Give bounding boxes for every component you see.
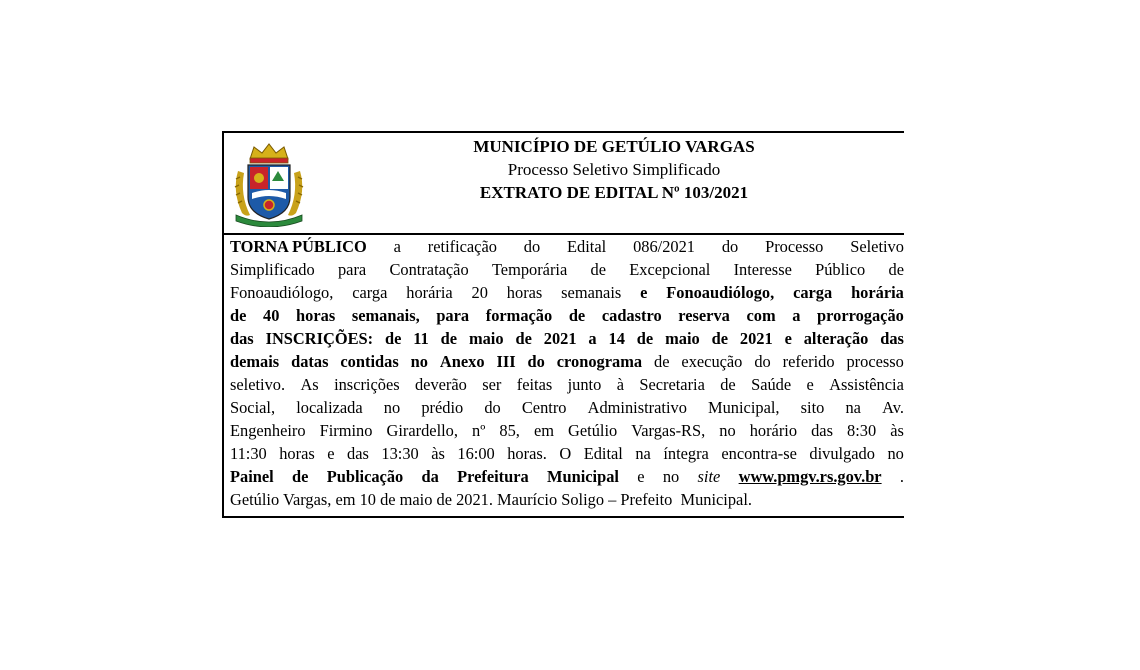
municipality-title: MUNICÍPIO DE GETÚLIO VARGAS: [473, 137, 755, 156]
notice-body-text: [230, 235, 904, 511]
body-word: localizada: [296, 398, 363, 417]
body-word: .: [899, 467, 904, 486]
body-word: no: [887, 444, 904, 463]
body-line: [230, 396, 904, 419]
body-word: horária: [406, 283, 453, 302]
body-word: Firmino: [319, 421, 373, 440]
body-word: e: [327, 444, 335, 463]
body-word: cadastro: [601, 306, 662, 325]
body-word: Assistência: [829, 375, 904, 394]
body-word: formação: [485, 306, 553, 325]
body-word: maio: [665, 329, 700, 348]
body-word: deverão: [414, 375, 467, 394]
body-word: horas.: [507, 444, 547, 463]
body-word: a: [588, 329, 597, 348]
body-word: contidas: [340, 352, 399, 371]
body-word: em: [533, 421, 554, 440]
body-word: das: [811, 421, 833, 440]
body-word: feitas: [516, 375, 553, 394]
body-word: 2021: [543, 329, 577, 348]
body-word: horária: [851, 283, 904, 302]
body-word: referido: [782, 352, 835, 371]
body-line: [230, 235, 904, 258]
body-word: Fonoaudiólogo,: [230, 283, 334, 302]
body-word: Prefeitura: [457, 467, 529, 486]
body-word: alteração: [803, 329, 869, 348]
body-word: Av.: [882, 398, 904, 417]
notice-header: [224, 133, 904, 235]
body-word: das: [880, 329, 904, 348]
body-word: da: [421, 467, 439, 486]
body-word: 16:00: [457, 444, 495, 463]
body-word: Seletivo: [850, 237, 904, 256]
body-word: Painel: [230, 467, 274, 486]
body-word: cronograma: [556, 352, 643, 371]
body-word: às: [890, 421, 904, 440]
body-word: Vargas-RS,: [631, 421, 706, 440]
website-link[interactable]: www.pmgv.rs.gov.br: [738, 467, 882, 486]
process-subtitle: Processo Seletivo Simplificado: [507, 160, 721, 179]
body-word: do: [523, 237, 541, 256]
body-word: INSCRIÇÕES:: [265, 329, 374, 348]
body-word: de: [720, 375, 736, 394]
body-word: no: [662, 467, 680, 486]
body-word: site: [697, 467, 721, 486]
body-line: [230, 488, 904, 511]
body-word: demais: [230, 352, 280, 371]
body-word: Público: [815, 260, 866, 279]
body-word: de: [568, 306, 586, 325]
body-word: para: [436, 306, 470, 325]
body-word: semanais,: [351, 306, 420, 325]
body-word: junto: [567, 375, 602, 394]
body-word: de: [654, 352, 670, 371]
body-word: das: [347, 444, 369, 463]
body-word: inscrições: [334, 375, 400, 394]
body-word: Engenheiro: [230, 421, 306, 440]
body-word: Publicação: [326, 467, 404, 486]
body-line: [230, 419, 904, 442]
body-line: [230, 304, 904, 327]
body-word: de: [888, 260, 904, 279]
body-word: e: [637, 467, 645, 486]
body-word: das: [230, 329, 254, 348]
body-word: Municipal: [547, 467, 619, 486]
body-word: no: [719, 421, 736, 440]
body-word: III: [496, 352, 516, 371]
body-word: na: [845, 398, 861, 417]
body-word: de: [636, 329, 654, 348]
body-word: prédio: [421, 398, 464, 417]
body-word: no: [383, 398, 401, 417]
body-word: de: [711, 329, 728, 348]
body-line: [230, 258, 904, 281]
body-word: e: [784, 329, 792, 348]
body-word: 20: [471, 283, 488, 302]
body-word: de: [515, 329, 532, 348]
body-word: Anexo: [439, 352, 485, 371]
body-word: do: [484, 398, 501, 417]
body-word: As: [300, 375, 319, 394]
body-word: horas: [279, 444, 315, 463]
body-word: de: [292, 467, 309, 486]
body-word: divulgado: [809, 444, 875, 463]
body-word: carga: [793, 283, 833, 302]
body-word: retificação: [427, 237, 497, 256]
body-word: Secretaria: [639, 375, 705, 394]
body-word: Getúlio Vargas, em 10 de maio de 2021. Maurício Soligo – Prefeito Municipal.: [230, 490, 752, 509]
body-word: 11: [413, 329, 429, 348]
body-word: do: [527, 352, 545, 371]
body-word: semanais: [561, 283, 622, 302]
body-word: datas: [291, 352, 329, 371]
body-word: com: [746, 306, 776, 325]
body-word: ser: [482, 375, 502, 394]
body-line: [230, 327, 904, 350]
body-word: 85,: [499, 421, 520, 440]
body-word: e: [806, 375, 814, 394]
body-word: encontra-se: [721, 444, 797, 463]
body-word: na: [635, 444, 651, 463]
body-word: à: [616, 375, 624, 394]
body-word: e: [640, 283, 648, 302]
body-word: seletivo.: [230, 375, 286, 394]
body-word: 2021: [739, 329, 773, 348]
body-line: [230, 465, 904, 488]
body-word: de: [384, 329, 402, 348]
body-word: Fonoaudiólogo,: [666, 283, 775, 302]
edital-number-title: EXTRATO DE EDITAL Nº 103/2021: [479, 183, 749, 202]
body-word: horas: [506, 283, 543, 302]
body-word: Administrativo: [587, 398, 687, 417]
body-word: Municipal,: [708, 398, 780, 417]
body-word: O: [559, 444, 572, 463]
body-word: 086/2021: [633, 237, 695, 256]
body-word: nº: [472, 421, 486, 440]
body-word: reserva: [678, 306, 730, 325]
body-word: Girardello,: [386, 421, 458, 440]
body-word: maio: [468, 329, 504, 348]
body-word: prorrogação: [817, 306, 904, 325]
body-word: Simplificado: [230, 260, 315, 279]
body-line: [230, 442, 904, 465]
body-line: [230, 350, 904, 373]
body-word: Edital: [567, 237, 607, 256]
body-word: do: [754, 352, 771, 371]
body-word: de: [230, 306, 247, 325]
edital-notice: [222, 131, 904, 518]
body-word: no: [410, 352, 428, 371]
body-word: 8:30: [847, 421, 877, 440]
municipal-coat-of-arms-icon: [228, 141, 310, 227]
body-word: íntegra: [663, 444, 709, 463]
body-line: [230, 281, 904, 304]
body-word: 14: [608, 329, 625, 348]
body-word: de: [590, 260, 607, 279]
body-word: Social,: [230, 398, 276, 417]
body-word: TORNA PÚBLICO: [230, 237, 367, 256]
body-word: para: [337, 260, 367, 279]
body-word: Edital: [583, 444, 623, 463]
body-word: Getúlio: [568, 421, 618, 440]
body-word: Excepcional: [629, 260, 711, 279]
body-word: 13:30: [381, 444, 419, 463]
body-word: carga: [352, 283, 388, 302]
body-word: execução: [681, 352, 743, 371]
body-word: do: [721, 237, 739, 256]
body-word: Saúde: [751, 375, 792, 394]
body-word: processo: [846, 352, 904, 371]
body-word: Processo: [765, 237, 824, 256]
body-word: horas: [296, 306, 336, 325]
body-word: Centro: [521, 398, 567, 417]
body-word: a: [393, 237, 401, 256]
body-word: Temporária: [491, 260, 568, 279]
body-word: 40: [263, 306, 280, 325]
body-line: [230, 373, 904, 396]
header-titles: [334, 135, 894, 204]
body-word: às: [431, 444, 445, 463]
body-word: 11:30: [230, 444, 267, 463]
body-word: sito: [800, 398, 825, 417]
body-word: Contratação: [389, 260, 469, 279]
body-word: horário: [749, 421, 798, 440]
body-word: a: [792, 306, 801, 325]
body-word: de: [440, 329, 458, 348]
body-word: Interesse: [733, 260, 792, 279]
